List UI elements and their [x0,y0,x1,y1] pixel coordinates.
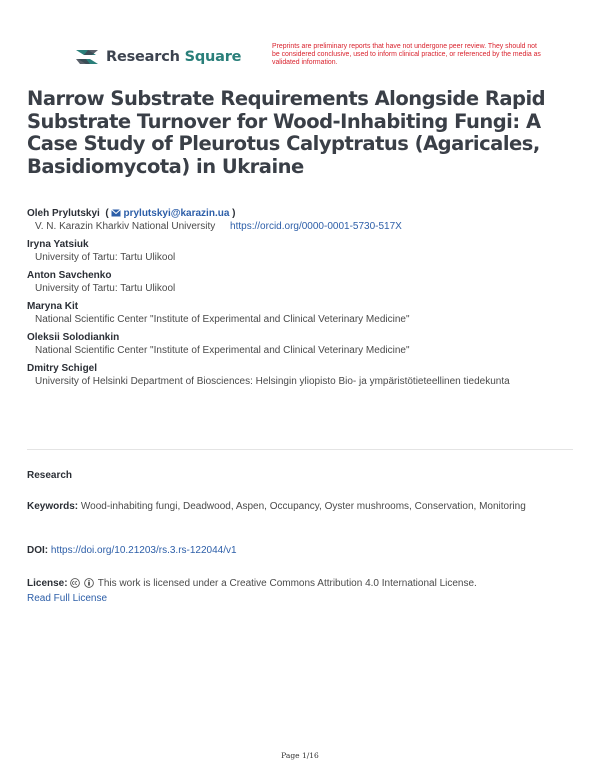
author-name: Maryna Kit [27,301,79,312]
author-name: Anton Savchenko [27,270,112,281]
author-list [27,207,577,393]
keywords [27,499,567,514]
creative-commons-icon [70,578,80,588]
page-number: Page 1/16 [281,751,319,760]
license [27,576,573,606]
orcid-link[interactable]: https://orcid.org/0000-0001-5730-517X [230,221,402,232]
envelope-icon [111,209,121,217]
preprint-disclaimer: Preprints are preliminary reports that have not undergone peer review. They should not be considered conclusive, used to inform clinical practice, or referenced by the media as validated information. [272,43,541,67]
author-name: Oleksii Solodiankin [27,332,120,343]
doi-label: DOI: [27,545,49,556]
author-name: Dmitry Schigel [27,363,98,374]
author-email-link[interactable]: prylutskyi@karazin.ua [123,208,230,219]
keywords-value: Wood-inhabiting fungi, Deadwood, Aspen, Occupancy, Oyster mushrooms, Conservation, Monitoring [80,501,526,512]
paper-title: Narrow Substrate Requirements Alongside Rapid Substrate Turnover for Wood-Inhabiting Fungi: A Case Study of Pleurotus Calyptratus (Agaricales, Basidiomycota) in Ukraine [27,87,546,178]
doi [27,545,237,556]
license-label: License: [27,578,68,589]
article-type: Research [27,470,73,481]
author-affiliation: University of Tartu: Tartu Ulikool [35,252,176,263]
keywords-label: Keywords: [27,501,79,512]
page-header [74,43,541,74]
author-affiliation: National Scientific Center "Institute of Experimental and Clinical Veterinary Medicine" [35,314,410,325]
license-text: This work is licensed under a Creative Commons Attribution 4.0 International License. [97,578,477,589]
research-square-logo-icon [74,46,100,68]
attribution-icon [84,578,94,588]
author-affiliation: National Scientific Center "Institute of Experimental and Clinical Veterinary Medicine" [35,345,410,356]
doi-link[interactable]: https://doi.org/10.21203/rs.3.rs-122044/v1 [50,545,237,556]
logo-wordmark: Research Square [106,49,242,65]
author-name: Oleh Prylutskyi ( prylutskyi@karazin.ua ) [27,208,236,219]
author-name: Iryna Yatsiuk [27,239,89,250]
research-square-logo[interactable] [74,46,241,68]
author-affiliation: University of Helsinki Department of Biosciences: Helsingin yliopisto Bio- ja ympäristötieteellinen tiedekunta [35,376,510,387]
section-divider [27,449,573,450]
author-affiliation: University of Tartu: Tartu Ulikool [35,283,176,294]
read-full-license-link[interactable]: Read Full License [27,593,108,604]
author-affiliation: V. N. Karazin Kharkiv National University https://orcid.org/0000-0001-5730-517X [35,221,402,232]
